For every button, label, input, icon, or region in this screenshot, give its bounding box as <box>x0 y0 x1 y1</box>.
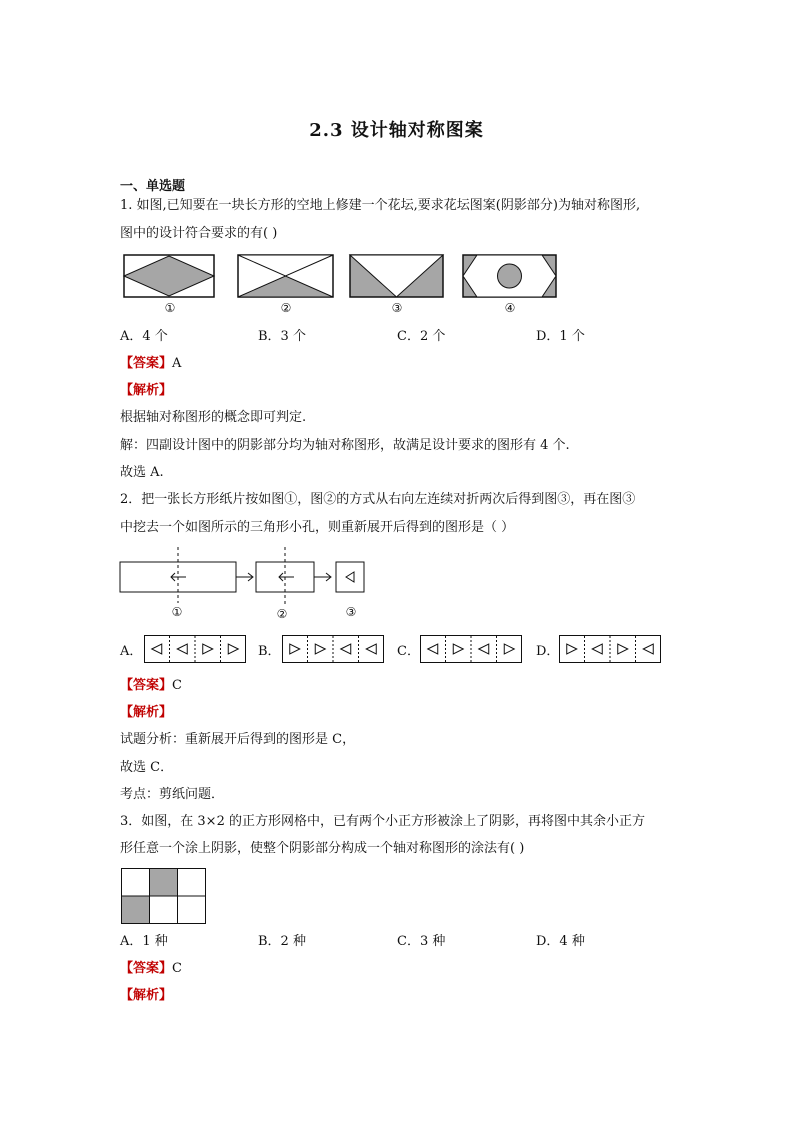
q2-analysis-line1: 试题分析：重新展开后得到的图形是 C， <box>120 732 356 747</box>
q1-analysis-line1: 根据轴对称图形的概念即可判定. <box>120 410 307 425</box>
q2-answer-label: 【答案】 <box>120 678 173 693</box>
q2-answer-value: C <box>172 678 182 693</box>
q2-option-b-figure <box>282 635 384 663</box>
q3-answer-label: 【答案】 <box>120 961 173 976</box>
q1-analysis-line2: 解：四副设计图中的阴影部分均为轴对称图形，故满足设计要求的图形有 4 个. <box>120 438 570 453</box>
q2-figure-label-3: ③ <box>345 605 357 619</box>
page-title: 2.3 设计轴对称图案 <box>309 120 484 141</box>
q1-figure-1 <box>124 255 214 297</box>
q2-analysis-line3: 考点：剪纸问题． <box>120 787 225 802</box>
q2-analysis-line2: 故选 C． <box>120 760 174 775</box>
q2-fold-diagram <box>118 545 368 615</box>
q1-stem-line2: 图中的设计符合要求的有( ) <box>120 226 278 241</box>
q3-grid-figure <box>121 868 206 924</box>
q1-answer <box>120 355 181 373</box>
q3-stem-line1: 3．如图，在 3×2 的正方形网格中，已有两个小正方形被涂上了阴影，再将图中其余小正方 <box>120 814 645 829</box>
q2-stem-line2: 中挖去一个如图所示的三角形小孔，则重新展开后得到的图形是（ ） <box>120 520 515 535</box>
q1-answer-label: 【答案】 <box>120 356 173 371</box>
q3-stem-line2: 形任意一个涂上阴影，使整个阴影部分构成一个轴对称图形的涂法有( ) <box>120 841 525 856</box>
q2-option-d-figure <box>559 635 661 663</box>
q1-option-c: C．2 个 <box>397 329 446 344</box>
q2-figure-label-2: ② <box>276 607 288 621</box>
q1-figure-label-2: ② <box>280 301 292 315</box>
q1-figure-4 <box>463 255 556 297</box>
q1-analysis-label: 【解析】 <box>120 383 173 398</box>
q2-stem-line1: 2．把一张长方形纸片按如图①，图②的方式从右向左连续对折两次后得到图③，再在图③ <box>120 492 636 507</box>
q1-figure-label-3: ③ <box>391 301 403 315</box>
q1-stem-line1: 1. 如图,已知要在一块长方形的空地上修建一个花坛,要求花坛图案(阴影部分)为轴对称图形, <box>120 198 641 213</box>
q2-option-b-letter: B． <box>258 644 281 659</box>
q3-analysis-label: 【解析】 <box>120 988 173 1003</box>
q2-analysis-label: 【解析】 <box>120 705 173 720</box>
q2-option-c-figure <box>420 635 522 663</box>
q1-analysis-line3: 故选 A. <box>120 465 164 480</box>
q3-answer-value: C <box>172 961 182 976</box>
q1-figure-2 <box>238 255 333 297</box>
q2-figure-label-1: ① <box>171 605 183 619</box>
q2-option-d-letter: D． <box>536 644 560 659</box>
q3-option-d: D．4 种 <box>536 934 585 949</box>
q1-option-a: A．4 个 <box>120 329 168 344</box>
q3-answer <box>120 960 182 978</box>
q2-option-c-letter: C． <box>397 644 420 659</box>
q3-option-c: C．3 种 <box>397 934 446 949</box>
q1-figure-label-1: ① <box>164 301 176 315</box>
q1-figure-3 <box>350 255 443 297</box>
q1-option-d: D．1 个 <box>536 329 585 344</box>
q1-option-b: B．3 个 <box>258 329 306 344</box>
q2-answer <box>120 677 182 695</box>
section-heading: 一、单选题 <box>120 179 186 194</box>
q3-option-b: B．2 种 <box>258 934 306 949</box>
q2-option-a-figure <box>144 635 246 663</box>
q2-option-a-letter: A． <box>120 644 143 659</box>
q1-answer-value: A <box>172 356 182 371</box>
q1-figure-label-4: ④ <box>504 301 516 315</box>
q3-option-a: A．1 种 <box>120 934 168 949</box>
